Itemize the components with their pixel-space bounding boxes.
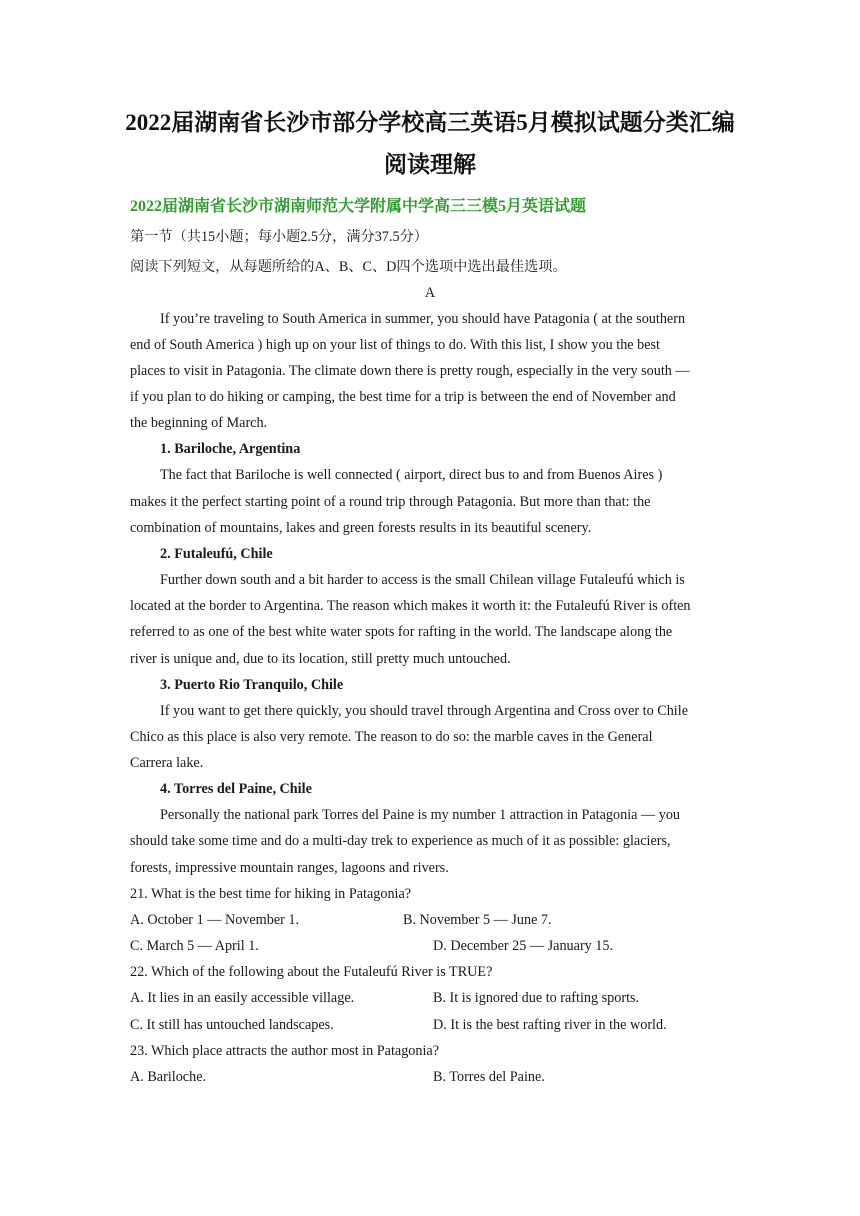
passage-line: combination of mountains, lakes and green forests results in its beautiful scenery. bbox=[130, 520, 592, 536]
section-instructions: 第一节（共15小题；每小题2.5分，满分37.5分） bbox=[130, 229, 428, 245]
passage-line: located at the border to Argentina. The reason which makes it worth it: the Futaleufú River is often bbox=[130, 598, 691, 614]
passage-line: makes it the perfect starting point of a round trip through Patagonia. But more than that: the bbox=[130, 494, 651, 510]
answer-option: A. October 1 — November 1. bbox=[130, 912, 300, 928]
section-heading: 3. Puerto Rio Tranquilo, Chile bbox=[160, 677, 344, 693]
question-stem: 22. Which of the following about the Futaleufú River is TRUE? bbox=[130, 964, 493, 980]
passage-line: Chico as this place is also very remote. The reason to do so: the marble caves in the General bbox=[130, 729, 653, 745]
passage-line: Further down south and a bit harder to access is the small Chilean village Futaleufú which is bbox=[160, 572, 685, 588]
section-heading: 1. Bariloche, Argentina bbox=[160, 441, 301, 457]
passage-label: A bbox=[424, 285, 436, 301]
passage-line: If you want to get there quickly, you should travel through Argentina and Cross over to Chile bbox=[160, 703, 688, 719]
answer-option: A. Bariloche. bbox=[130, 1069, 207, 1085]
passage-line: referred to as one of the best white water spots for rafting in the world. The landscape along the bbox=[130, 624, 673, 640]
passage-line: end of South America ) high up on your list of things to do. With this list, I show you the best bbox=[130, 337, 660, 353]
passage-line: If you’re traveling to South America in summer, you should have Patagonia ( at the southern bbox=[160, 311, 686, 327]
question-stem: 21. What is the best time for hiking in Patagonia? bbox=[130, 886, 412, 902]
answer-option: C. It still has untouched landscapes. bbox=[130, 1017, 334, 1033]
passage-line: Personally the national park Torres del Paine is my number 1 attraction in Patagonia — you bbox=[160, 807, 681, 823]
passage-line: river is unique and, due to its location, still pretty much untouched. bbox=[130, 651, 511, 667]
answer-option: A. It lies in an easily accessible village. bbox=[130, 990, 355, 1006]
passage-line: if you plan to do hiking or camping, the best time for a trip is between the end of November and bbox=[130, 389, 676, 405]
document-title-line2: 阅读理解 bbox=[384, 152, 476, 177]
directions: 阅读下列短文，从每题所给的A、B、C、D四个选项中选出最佳选项。 bbox=[130, 259, 567, 275]
answer-option: B. It is ignored due to rafting sports. bbox=[433, 990, 640, 1006]
answer-option: B. November 5 — June 7. bbox=[403, 912, 552, 928]
passage-line: the beginning of March. bbox=[130, 415, 268, 431]
answer-option: D. December 25 — January 15. bbox=[433, 938, 614, 954]
section-heading: 2. Futaleufú, Chile bbox=[160, 546, 273, 562]
passage-line: The fact that Bariloche is well connected ( airport, direct bus to and from Buenos Aires ) bbox=[160, 467, 663, 483]
answer-option: C. March 5 — April 1. bbox=[130, 938, 259, 954]
answer-option: B. Torres del Paine. bbox=[433, 1069, 545, 1085]
exam-subtitle: 2022届湖南省长沙市湖南师范大学附属中学高三三模5月英语试题 bbox=[130, 198, 587, 215]
passage-line: places to visit in Patagonia. The climate down there is pretty rough, especially in the very south — bbox=[130, 363, 690, 379]
section-heading: 4. Torres del Paine, Chile bbox=[160, 781, 312, 797]
document-title: 2022届湖南省长沙市部分学校高三英语5月模拟试题分类汇编 bbox=[125, 110, 735, 135]
passage-line: should take some time and do a multi-day trek to experience as much of it as possible: glaciers, bbox=[130, 833, 671, 849]
answer-option: D. It is the best rafting river in the world. bbox=[433, 1017, 667, 1033]
passage-line: forests, impressive mountain ranges, lagoons and rivers. bbox=[130, 860, 449, 876]
passage-line: Carrera lake. bbox=[130, 755, 204, 771]
question-stem: 23. Which place attracts the author most in Patagonia? bbox=[130, 1043, 440, 1059]
